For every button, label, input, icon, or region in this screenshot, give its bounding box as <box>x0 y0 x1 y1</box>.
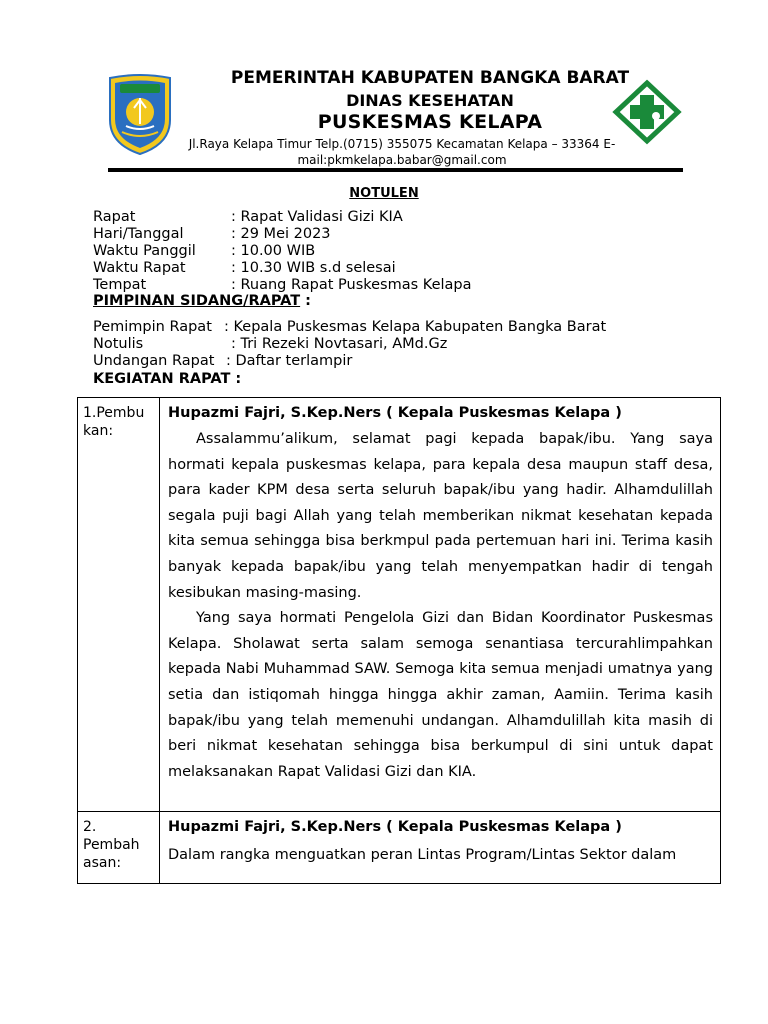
header-government: PEMERINTAH KABUPATEN BANGKA BARAT <box>230 68 630 88</box>
info-label-waktu-rapat: Waktu Rapat <box>93 260 186 276</box>
info-label-rapat: Rapat <box>93 209 136 225</box>
pimpinan-label-notulis: Notulis <box>93 336 144 352</box>
table-row <box>78 398 721 812</box>
info-label-waktu-panggil: Waktu Panggil <box>93 243 196 259</box>
row-number: 1.Pembu kan: <box>78 398 160 812</box>
info-value-waktu-panggil: : 10.00 WIB <box>231 243 316 259</box>
header-divider <box>108 168 683 172</box>
info-value-tanggal: : 29 Mei 2023 <box>231 226 331 242</box>
document-title: NOTULEN <box>349 186 419 201</box>
header-address: Jl.Raya Kelapa Timur Telp.(0715) 355075 Kecamatan Kelapa – 33364 E- <box>188 137 616 151</box>
info-value-rapat: : Rapat Validasi Gizi KIA <box>231 209 403 225</box>
row-content <box>160 812 721 884</box>
paragraph: Assalammu’alikum, selamat pagi kepada bapak/ibu. Yang saya hormati kepala puskesmas kelapa, para kepala desa maupun staff desa, para kader KPM desa serta seluruh bapak/ibu yang hadir. Alhamdulillah segala puji bagi Allah yang telah memberikan nikmat kesehatan kepada kita semua sehingga bisa berkmpul pada pertemuan hari ini. Terima kasih banyak kepada bapak/ibu yang telah menyempatkan hadir di tengah kesibukan masing-masing. <box>168 431 713 601</box>
minutes-table <box>77 397 721 884</box>
speaker-name: Hupazmi Fajri, S.Kep.Ners ( Kepala Puskesmas Kelapa ) <box>168 819 622 835</box>
header-department: DINAS KESEHATAN <box>346 91 514 110</box>
pimpinan-value-notulis: : Tri Rezeki Novtasari, AMd.Gz <box>231 336 448 352</box>
row-content <box>160 398 721 812</box>
header-puskesmas: PUSKESMAS KELAPA <box>317 111 543 133</box>
pimpinan-label-undangan: Undangan Rapat <box>93 353 215 369</box>
info-label-tanggal: Hari/Tanggal <box>93 226 184 242</box>
info-value-waktu-rapat: : 10.30 WIB s.d selesai <box>231 260 396 276</box>
info-value-tempat: : Ruang Rapat Puskesmas Kelapa <box>231 277 472 293</box>
row-number: 2. Pembah asan: <box>78 812 160 884</box>
pimpinan-heading: PIMPINAN SIDANG/RAPAT : <box>93 293 311 309</box>
header-email: mail:pkmkelapa.babar@gmail.com <box>297 153 507 167</box>
paragraph: Yang saya hormati Pengelola Gizi dan Bidan Koordinator Puskesmas Kelapa. Sholawat serta salam semoga senantiasa tercurahlimpahkan kepada Nabi Muhammad SAW. Semoga kita semua menjadi umatnya yang setia dan istiqomah hingga hingga akhir zaman, Aamiin. Terima kasih bapak/ibu yang telah memenuhi undangan. Alhamdulillah kita masih di beri nikmat kesehatan sehingga bisa berkumpul di sini untuk dapat melaksanakan Rapat Validasi Gizi dan KIA. <box>168 610 713 780</box>
pimpinan-label-pemimpin: Pemimpin Rapat <box>93 319 212 335</box>
info-label-tempat: Tempat <box>93 277 147 293</box>
pimpinan-value-undangan: : Daftar terlampir <box>226 353 353 369</box>
table-row <box>78 812 721 884</box>
kegiatan-heading: KEGIATAN RAPAT : <box>93 371 242 387</box>
paragraph: Dalam rangka menguatkan peran Lintas Program/Lintas Sektor dalam <box>168 847 677 863</box>
pimpinan-value-pemimpin: : Kepala Puskesmas Kelapa Kabupaten Bangka Barat <box>224 319 607 335</box>
speaker-name: Hupazmi Fajri, S.Kep.Ners ( Kepala Puskesmas Kelapa ) <box>168 405 622 421</box>
